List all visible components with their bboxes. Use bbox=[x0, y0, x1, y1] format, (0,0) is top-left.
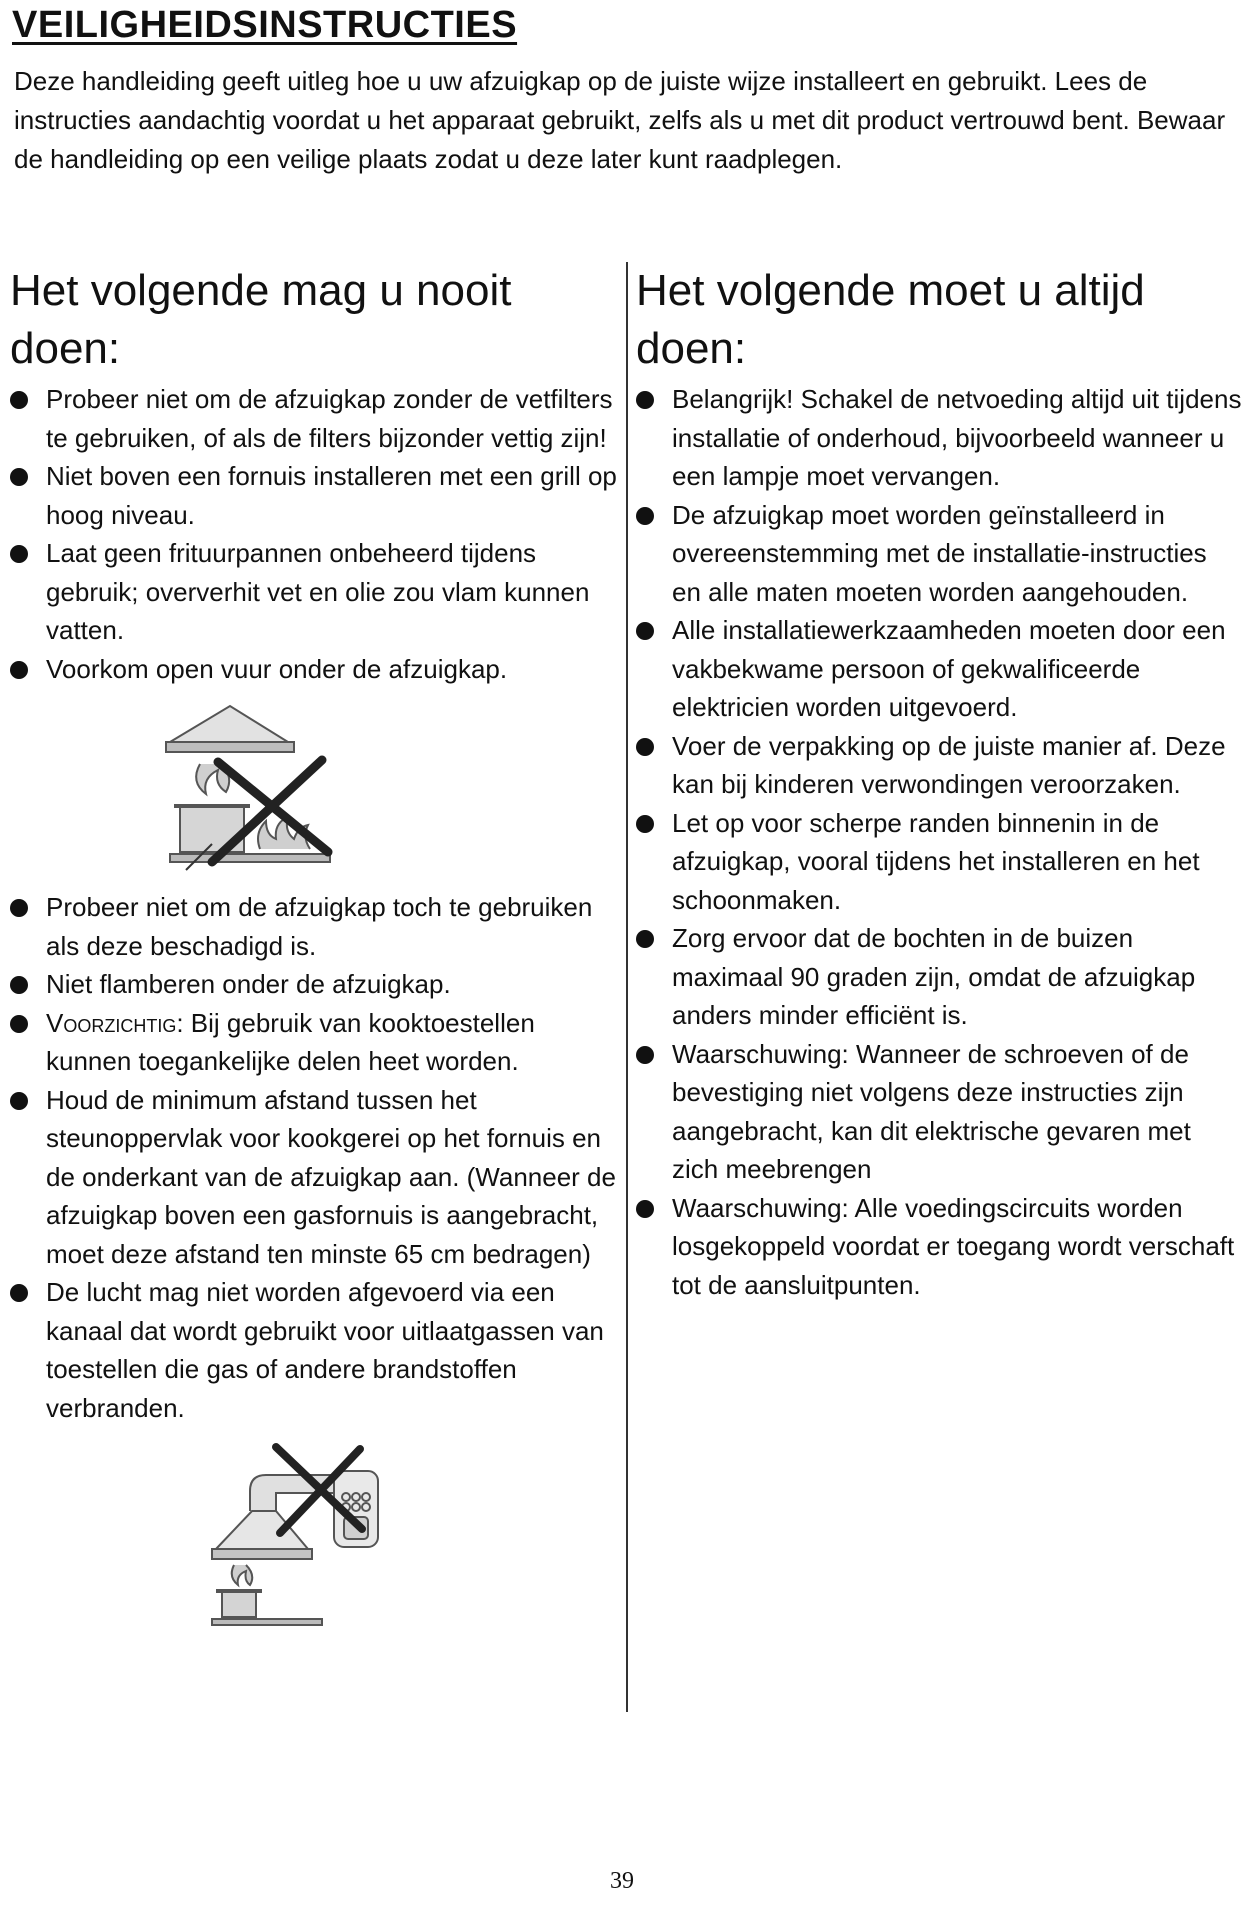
bullet-icon bbox=[636, 391, 654, 409]
bullet-icon bbox=[10, 661, 28, 679]
bullet-icon bbox=[10, 1015, 28, 1033]
no-shared-flue-illustration bbox=[210, 1441, 400, 1631]
list-item: De afzuigkap moet worden geïnstalleerd in overeenstemming met de installatie-instructies en alle maten moeten worden aangehouden. bbox=[636, 496, 1242, 612]
list-item: Waarschuwing: Alle voedingscircuits worden losgekoppeld voordat er toegang wordt verschaft tot de aansluitpunten. bbox=[636, 1189, 1242, 1305]
bullet-icon bbox=[636, 1200, 654, 1218]
intro-paragraph: Deze handleiding geeft uitleg hoe u uw afzuigkap op de juiste wijze installeert en gebruikt. Lees de instructies aandachtig voordat u het apparaat gebruikt, zelfs als u met dit product vertrouwd bent. Bewaar de handleiding op een veilige plaats zodat u deze later kunt raadplegen. bbox=[14, 66, 1226, 174]
bullet-icon bbox=[636, 930, 654, 948]
bullet-icon bbox=[636, 507, 654, 525]
page-title: VEILIGHEIDSINSTRUCTIES bbox=[12, 4, 518, 46]
list-item: Voer de verpakking op de juiste manier af. Deze kan bij kinderen verwondingen veroorzaken. bbox=[636, 727, 1242, 804]
list-item: Voorkom open vuur onder de afzuigkap. bbox=[10, 650, 622, 689]
list-item: Belangrijk! Schakel de netvoeding altijd uit tijdens installatie of onderhoud, bijvoorbeeld wanneer u een lampje moet vervangen. bbox=[636, 380, 1242, 496]
no-open-fire-illustration bbox=[160, 694, 350, 874]
list-item: Niet flamberen onder de afzuigkap. bbox=[10, 965, 622, 1004]
never-do-column bbox=[10, 262, 622, 1631]
bullet-icon bbox=[10, 468, 28, 486]
list-item: Houd de minimum afstand tussen het steunoppervlak voor kookgerei op het fornuis en de onderkant van de afzuigkap aan. (Wanneer de afzuigkap boven een gasfornuis is aangebracht, moet deze afstand ten minste 65 cm bedragen) bbox=[10, 1081, 622, 1274]
always-do-column bbox=[636, 262, 1242, 1304]
bullet-icon bbox=[636, 622, 654, 640]
list-item: Niet boven een fornuis installeren met een grill op hoog niveau. bbox=[10, 457, 622, 534]
bullet-icon bbox=[10, 545, 28, 563]
page-number: 39 bbox=[610, 1868, 634, 1894]
bullet-icon bbox=[636, 1046, 654, 1064]
bullet-icon bbox=[10, 976, 28, 994]
list-item: Waarschuwing: Wanneer de schroeven of de bevestiging niet volgens deze instructies zijn aangebracht, kan dit elektrische gevaren met zich meebrengen bbox=[636, 1035, 1242, 1189]
bullet-icon bbox=[636, 738, 654, 756]
always-do-heading: Het volgende moet u altijd doen: bbox=[636, 266, 1145, 373]
column-divider bbox=[626, 262, 628, 1712]
list-item: Probeer niet om de afzuigkap zonder de vetfilters te gebruiken, of als de filters bijzonder vettig zijn! bbox=[10, 380, 622, 457]
bullet-icon bbox=[636, 815, 654, 833]
list-item: Zorg ervoor dat de bochten in de buizen maximaal 90 graden zijn, omdat de afzuigkap anders minder efficiënt is. bbox=[636, 919, 1242, 1035]
never-do-heading: Het volgende mag u nooit doen: bbox=[10, 266, 512, 373]
list-item: Laat geen frituurpannen onbeheerd tijdens gebruik; oververhit vet en olie zou vlam kunnen vatten. bbox=[10, 534, 622, 650]
bullet-icon bbox=[10, 1284, 28, 1302]
bullet-icon bbox=[10, 391, 28, 409]
list-item: Voorzichtig: Bij gebruik van kooktoestellen kunnen toegankelijke delen heet worden. bbox=[10, 1004, 622, 1081]
list-item: Probeer niet om de afzuigkap toch te gebruiken als deze beschadigd is. bbox=[10, 888, 622, 965]
bullet-icon bbox=[10, 899, 28, 917]
bullet-icon bbox=[10, 1092, 28, 1110]
list-item: Alle installatiewerkzaamheden moeten door een vakbekwame persoon of gekwalificeerde elektricien worden uitgevoerd. bbox=[636, 611, 1242, 727]
caution-label: Voorzichtig: bbox=[46, 1007, 184, 1038]
list-item: Let op voor scherpe randen binnenin in de afzuigkap, vooral tijdens het installeren en het schoonmaken. bbox=[636, 804, 1242, 920]
list-item: De lucht mag niet worden afgevoerd via een kanaal dat wordt gebruikt voor uitlaatgassen van toestellen die gas of andere brandstoffen verbranden. bbox=[10, 1273, 622, 1427]
